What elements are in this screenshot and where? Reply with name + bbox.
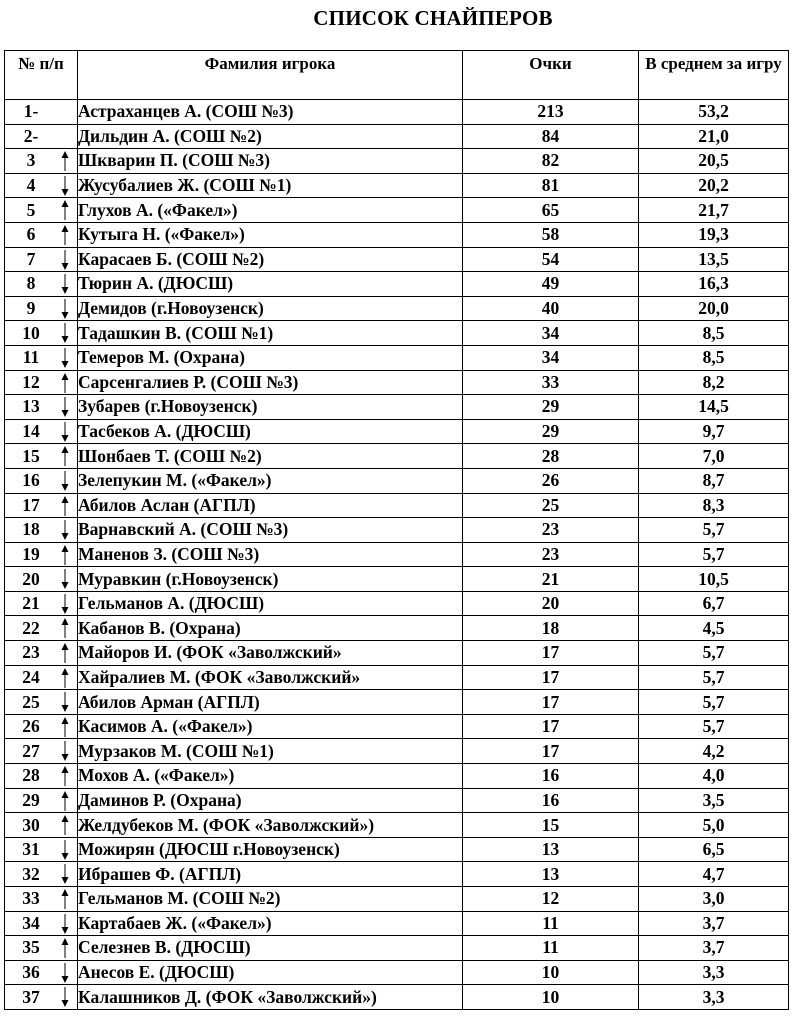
rank-cell	[5, 149, 78, 174]
rank-cell	[5, 124, 78, 149]
arrow-down-icon	[61, 397, 69, 417]
player-name: Касимов А. («Факел»)	[78, 714, 463, 739]
points-cell: 13	[463, 837, 639, 862]
table-row	[5, 665, 789, 690]
arrow-down-icon	[61, 299, 69, 319]
average-cell: 6,7	[639, 591, 789, 616]
rank-cell	[5, 468, 78, 493]
player-name: Тюрин А. (ДЮСШ)	[78, 272, 463, 297]
average-cell: 4,0	[639, 764, 789, 789]
arrow-down-icon	[61, 594, 69, 614]
table-row	[5, 862, 789, 887]
rank-cell	[5, 370, 78, 395]
rank-cell	[5, 272, 78, 297]
player-name: Зубарев (г.Новоузенск)	[78, 395, 463, 420]
rank-cell	[5, 690, 78, 715]
rank-cell	[5, 296, 78, 321]
rank-cell	[5, 985, 78, 1010]
rank-cell	[5, 100, 78, 125]
points-cell: 82	[463, 149, 639, 174]
average-cell: 4,5	[639, 616, 789, 641]
rank-cell	[5, 591, 78, 616]
arrow-up-icon	[61, 373, 69, 393]
arrow-up-icon	[61, 643, 69, 663]
table-row	[5, 198, 789, 223]
arrow-up-icon	[61, 446, 69, 466]
table-row	[5, 960, 789, 985]
rank-cell	[5, 862, 78, 887]
player-name: Темеров М. (Охрана)	[78, 345, 463, 370]
average-cell: 9,7	[639, 419, 789, 444]
table-row	[5, 641, 789, 666]
arrow-up-icon	[61, 717, 69, 737]
player-name: Глухов А. («Факел»)	[78, 198, 463, 223]
rank-cell	[5, 567, 78, 592]
arrow-down-icon	[61, 250, 69, 270]
table-row	[5, 272, 789, 297]
points-cell: 26	[463, 468, 639, 493]
player-name: Астраханцев А. (СОШ №3)	[78, 100, 463, 125]
rank-cell	[5, 222, 78, 247]
table-row	[5, 616, 789, 641]
arrow-up-icon	[61, 496, 69, 516]
points-cell: 49	[463, 272, 639, 297]
rank-number: 8	[26, 273, 36, 294]
rank-cell	[5, 173, 78, 198]
player-name: Дильдин А. (СОШ №2)	[78, 124, 463, 149]
table-row	[5, 936, 789, 961]
average-cell: 8,2	[639, 370, 789, 395]
arrow-down-icon	[61, 963, 69, 983]
points-cell: 40	[463, 296, 639, 321]
arrow-up-icon	[61, 766, 69, 786]
average-cell: 21,7	[639, 198, 789, 223]
points-cell: 213	[463, 100, 639, 125]
player-name: Майоров И. (ФОК «Заволжский»	[78, 641, 463, 666]
rank-cell	[5, 321, 78, 346]
points-cell: 54	[463, 247, 639, 272]
average-cell: 5,7	[639, 665, 789, 690]
rank-number: 18	[22, 519, 40, 540]
player-name: Абилов Арман (АГПЛ)	[78, 690, 463, 715]
rank-number: 20	[22, 568, 40, 589]
arrow-up-icon	[61, 200, 69, 220]
rank-number: 1-	[23, 101, 39, 122]
arrow-up-icon	[61, 668, 69, 688]
points-cell: 17	[463, 641, 639, 666]
player-name: Карасаев Б. (СОШ №2)	[78, 247, 463, 272]
average-cell: 8,5	[639, 321, 789, 346]
average-cell: 4,7	[639, 862, 789, 887]
average-cell: 8,7	[639, 468, 789, 493]
rank-cell	[5, 813, 78, 838]
rank-number: 27	[22, 740, 40, 761]
rank-number: 11	[22, 347, 40, 368]
points-cell: 17	[463, 690, 639, 715]
points-cell: 23	[463, 542, 639, 567]
rank-cell	[5, 493, 78, 518]
snipers-table	[4, 50, 789, 1010]
arrow-up-icon	[61, 545, 69, 565]
average-cell: 21,0	[639, 124, 789, 149]
rank-cell	[5, 247, 78, 272]
average-cell: 20,2	[639, 173, 789, 198]
table-row	[5, 173, 789, 198]
arrow-down-icon	[61, 471, 69, 491]
player-name: Сарсенгалиев Р. (СОШ №3)	[78, 370, 463, 395]
rank-number: 14	[22, 421, 40, 442]
player-name: Хайралиев М. (ФОК «Заволжский»	[78, 665, 463, 690]
player-name: Желдубеков М. (ФОК «Заволжский»)	[78, 813, 463, 838]
rank-number: 6	[26, 224, 36, 245]
table-row	[5, 321, 789, 346]
table-row	[5, 296, 789, 321]
average-cell: 5,0	[639, 813, 789, 838]
arrow-up-icon	[61, 151, 69, 171]
average-cell: 19,3	[639, 222, 789, 247]
player-name: Жусубалиев Ж. (СОШ №1)	[78, 173, 463, 198]
table-row	[5, 247, 789, 272]
points-cell: 33	[463, 370, 639, 395]
average-cell: 3,3	[639, 960, 789, 985]
player-name: Тасбеков А. (ДЮСШ)	[78, 419, 463, 444]
table-row	[5, 837, 789, 862]
average-cell: 3,0	[639, 887, 789, 912]
points-cell: 23	[463, 518, 639, 543]
player-name: Маненов З. (СОШ №3)	[78, 542, 463, 567]
rank-number: 16	[22, 470, 40, 491]
points-cell: 58	[463, 222, 639, 247]
header-num: № п/п	[5, 51, 78, 100]
rank-cell	[5, 960, 78, 985]
points-cell: 11	[463, 936, 639, 961]
points-cell: 18	[463, 616, 639, 641]
arrow-down-icon	[61, 323, 69, 343]
arrow-down-icon	[61, 348, 69, 368]
table-row	[5, 124, 789, 149]
rank-number: 33	[22, 888, 40, 909]
average-cell: 14,5	[639, 395, 789, 420]
arrow-down-icon	[61, 840, 69, 860]
arrow-down-icon	[61, 864, 69, 884]
average-cell: 3,7	[639, 936, 789, 961]
table-row	[5, 100, 789, 125]
points-cell: 25	[463, 493, 639, 518]
table-row	[5, 542, 789, 567]
rank-number: 29	[22, 789, 40, 810]
points-cell: 84	[463, 124, 639, 149]
points-cell: 29	[463, 395, 639, 420]
points-cell: 15	[463, 813, 639, 838]
rank-number: 2-	[23, 125, 39, 146]
table-row	[5, 149, 789, 174]
table-row	[5, 395, 789, 420]
player-name: Варнавский А. (СОШ №3)	[78, 518, 463, 543]
rank-number: 24	[22, 666, 40, 687]
average-cell: 8,5	[639, 345, 789, 370]
player-name: Гельманов М. (СОШ №2)	[78, 887, 463, 912]
average-cell: 5,7	[639, 690, 789, 715]
points-cell: 21	[463, 567, 639, 592]
points-cell: 28	[463, 444, 639, 469]
player-name: Можирян (ДЮСШ г.Новоузенск)	[78, 837, 463, 862]
table-row	[5, 468, 789, 493]
average-cell: 8,3	[639, 493, 789, 518]
average-cell: 16,3	[639, 272, 789, 297]
table-row	[5, 764, 789, 789]
player-name: Ибрашев Ф. (АГПЛ)	[78, 862, 463, 887]
points-cell: 11	[463, 911, 639, 936]
rank-number: 7	[26, 248, 36, 269]
rank-cell	[5, 419, 78, 444]
rank-number: 17	[22, 494, 40, 515]
arrow-up-icon	[61, 791, 69, 811]
points-cell: 34	[463, 321, 639, 346]
average-cell: 53,2	[639, 100, 789, 125]
player-name: Гельманов А. (ДЮСШ)	[78, 591, 463, 616]
table-row	[5, 714, 789, 739]
rank-cell	[5, 345, 78, 370]
average-cell: 6,5	[639, 837, 789, 862]
rank-cell	[5, 788, 78, 813]
player-name: Муравкин (г.Новоузенск)	[78, 567, 463, 592]
points-cell: 20	[463, 591, 639, 616]
points-cell: 65	[463, 198, 639, 223]
table-row	[5, 985, 789, 1010]
average-cell: 20,5	[639, 149, 789, 174]
arrow-up-icon	[61, 618, 69, 638]
rank-number: 9	[26, 298, 36, 319]
arrow-down-icon	[61, 692, 69, 712]
average-cell: 5,7	[639, 641, 789, 666]
player-name: Анесов Е. (ДЮСШ)	[78, 960, 463, 985]
arrow-down-icon	[61, 569, 69, 589]
rank-cell	[5, 444, 78, 469]
points-cell: 81	[463, 173, 639, 198]
average-cell: 10,5	[639, 567, 789, 592]
arrow-down-icon	[61, 987, 69, 1007]
average-cell: 3,3	[639, 985, 789, 1010]
average-cell: 5,7	[639, 542, 789, 567]
player-name: Калашников Д. (ФОК «Заволжский»)	[78, 985, 463, 1010]
header-avg: В среднем за игру	[639, 51, 789, 100]
player-name: Кутыга Н. («Факел»)	[78, 222, 463, 247]
rank-number: 4	[26, 175, 36, 196]
rank-cell	[5, 764, 78, 789]
rank-number: 3	[26, 150, 36, 171]
rank-number: 35	[22, 937, 40, 958]
points-cell: 13	[463, 862, 639, 887]
rank-cell	[5, 739, 78, 764]
rank-number: 28	[22, 765, 40, 786]
rank-number: 26	[22, 716, 40, 737]
average-cell: 20,0	[639, 296, 789, 321]
points-cell: 34	[463, 345, 639, 370]
points-cell: 10	[463, 985, 639, 1010]
table-row	[5, 493, 789, 518]
table-row	[5, 419, 789, 444]
arrow-down-icon	[61, 274, 69, 294]
table-row	[5, 518, 789, 543]
rank-number: 30	[22, 814, 40, 835]
rank-number: 15	[22, 445, 40, 466]
arrow-up-icon	[61, 889, 69, 909]
average-cell: 5,7	[639, 518, 789, 543]
table-row	[5, 911, 789, 936]
rank-number: 36	[22, 962, 40, 983]
player-name: Тадашкин В. (СОШ №1)	[78, 321, 463, 346]
points-cell: 16	[463, 764, 639, 789]
table-row	[5, 567, 789, 592]
average-cell: 13,5	[639, 247, 789, 272]
table-row	[5, 222, 789, 247]
average-cell: 3,5	[639, 788, 789, 813]
rank-cell	[5, 887, 78, 912]
rank-number: 31	[22, 839, 40, 860]
player-name: Демидов (г.Новоузенск)	[78, 296, 463, 321]
rank-number: 12	[22, 371, 40, 392]
rank-cell	[5, 518, 78, 543]
average-cell: 4,2	[639, 739, 789, 764]
table-row	[5, 690, 789, 715]
table-header-row	[5, 51, 789, 100]
header-points: Очки	[463, 51, 639, 100]
rank-cell	[5, 665, 78, 690]
rank-number: 21	[22, 593, 40, 614]
table-row	[5, 370, 789, 395]
header-name: Фамилия игрока	[78, 51, 463, 100]
arrow-up-icon	[61, 815, 69, 835]
arrow-up-icon	[61, 938, 69, 958]
rank-cell	[5, 542, 78, 567]
rank-cell	[5, 198, 78, 223]
rank-cell	[5, 936, 78, 961]
table-row	[5, 591, 789, 616]
rank-number: 37	[22, 986, 40, 1007]
arrow-down-icon	[61, 741, 69, 761]
rank-cell	[5, 395, 78, 420]
player-name: Картабаев Ж. («Факел»)	[78, 911, 463, 936]
arrow-down-icon	[61, 176, 69, 196]
player-name: Абилов Аслан (АГПЛ)	[78, 493, 463, 518]
rank-number: 34	[22, 912, 40, 933]
player-name: Кабанов В. (Охрана)	[78, 616, 463, 641]
average-cell: 5,7	[639, 714, 789, 739]
table-row	[5, 739, 789, 764]
player-name: Даминов Р. (Охрана)	[78, 788, 463, 813]
rank-number: 5	[26, 199, 36, 220]
table-row	[5, 788, 789, 813]
arrow-down-icon	[61, 520, 69, 540]
table-row	[5, 887, 789, 912]
player-name: Зелепукин М. («Факел»)	[78, 468, 463, 493]
page-title: СПИСОК СНАЙПЕРОВ	[313, 6, 553, 30]
rank-cell	[5, 911, 78, 936]
arrow-down-icon	[61, 422, 69, 442]
table-row	[5, 345, 789, 370]
player-name: Шонбаев Т. (СОШ №2)	[78, 444, 463, 469]
points-cell: 17	[463, 714, 639, 739]
rank-number: 32	[22, 863, 40, 884]
player-name: Мурзаков М. (СОШ №1)	[78, 739, 463, 764]
rank-number: 19	[22, 543, 40, 564]
player-name: Мохов А. («Факел»)	[78, 764, 463, 789]
average-cell: 3,7	[639, 911, 789, 936]
rank-number: 10	[22, 322, 40, 343]
points-cell: 29	[463, 419, 639, 444]
rank-number: 23	[22, 642, 40, 663]
rank-cell	[5, 641, 78, 666]
points-cell: 16	[463, 788, 639, 813]
points-cell: 17	[463, 739, 639, 764]
rank-number: 13	[22, 396, 40, 417]
average-cell: 7,0	[639, 444, 789, 469]
points-cell: 17	[463, 665, 639, 690]
rank-cell	[5, 616, 78, 641]
rank-number: 25	[22, 691, 40, 712]
player-name: Шкварин П. (СОШ №3)	[78, 149, 463, 174]
table-row	[5, 444, 789, 469]
arrow-down-icon	[61, 914, 69, 934]
points-cell: 12	[463, 887, 639, 912]
rank-cell	[5, 837, 78, 862]
rank-cell	[5, 714, 78, 739]
player-name: Селезнев В. (ДЮСШ)	[78, 936, 463, 961]
table-row	[5, 813, 789, 838]
rank-number: 22	[22, 617, 40, 638]
points-cell: 10	[463, 960, 639, 985]
arrow-up-icon	[61, 225, 69, 245]
